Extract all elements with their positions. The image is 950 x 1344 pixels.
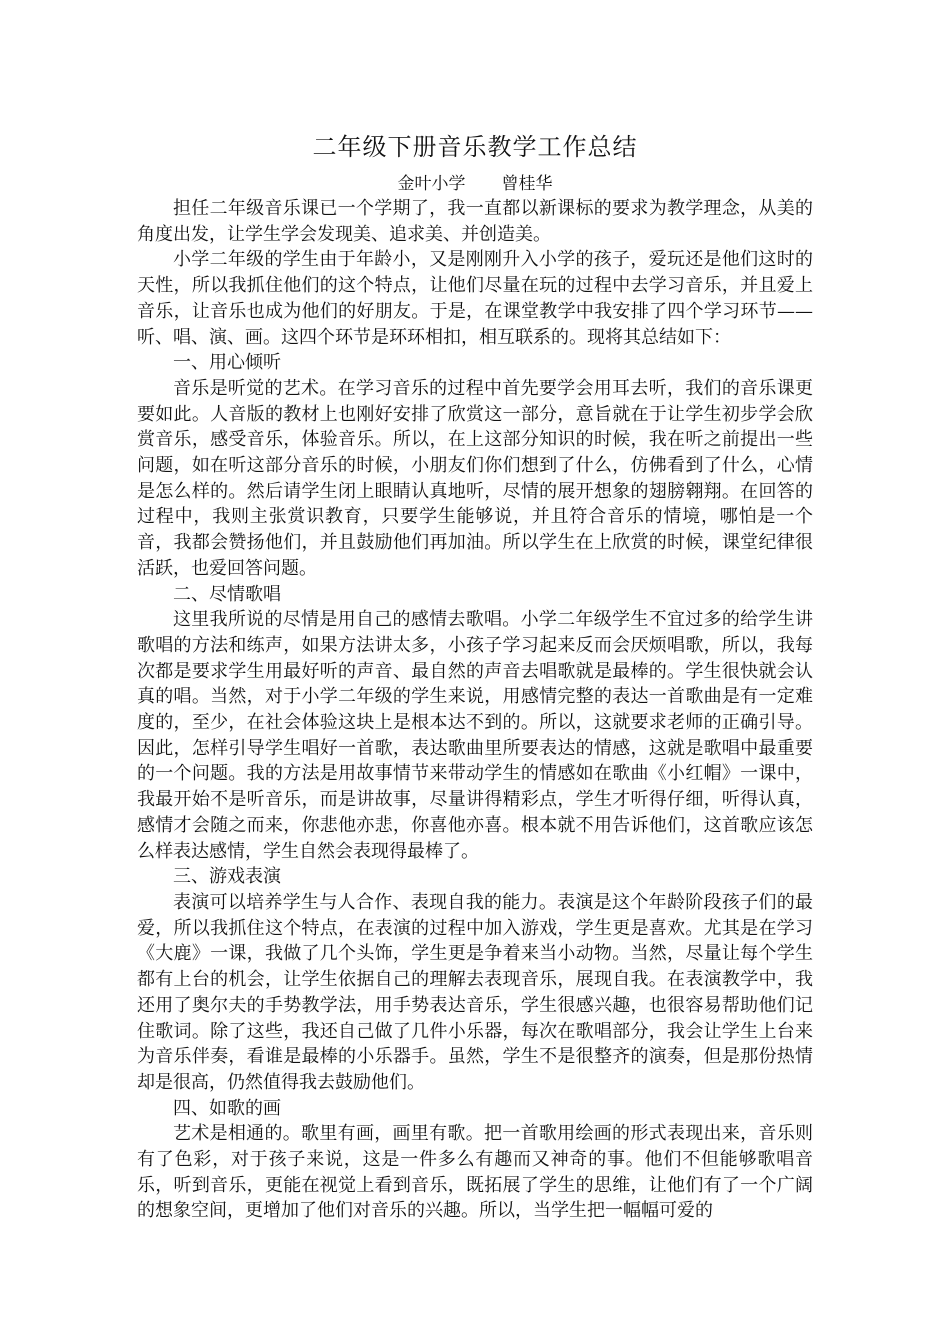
section-paragraph: 表演可以培养学生与人合作、表现自我的能力。表演是这个年龄阶段孩子们的最爱，所以我抓住这个特点，在表演的过程中加入游戏，学生更是喜欢。尤其是在学习《大鹿》一课，我做了几个头饰，学生更是争着来当小动物。当然，尽量让每个学生都有上台的机会，让学生依据自己的理解去表现音乐，展现自我。在表演教学中，我还用了奥尔夫的手势教学法，用手势表达音乐，学生很感兴趣，也很容易帮助他们记住歌词。除了这些，我还自己做了几件小乐器，每次在歌唱部分，我会让学生上台来为音乐伴奏，看谁是最棒的小乐器手。虽然，学生不是很整齐的演奏，但是那份热情却是很高，仍然值得我去鼓励他们。	[137, 891, 813, 1093]
intro-paragraph: 担任二年级音乐课已一个学期了，我一直都以新课标的要求为教学理念，从美的角度出发，让学生学会发现美、追求美、并创造美。	[137, 198, 813, 245]
school-name: 金叶小学	[397, 174, 466, 194]
section-heading: 一、用心倾听	[173, 352, 281, 374]
document-page	[137, 130, 813, 1224]
section-heading: 三、游戏表演	[173, 866, 281, 888]
byline	[137, 172, 813, 196]
section-heading: 二、尽情歌唱	[173, 583, 281, 605]
section-heading: 四、如歌的画	[173, 1097, 281, 1119]
author-name: 曾桂华	[501, 174, 553, 194]
intro-paragraph: 小学二年级的学生由于年龄小，又是刚刚升入小学的孩子，爱玩还是他们这时的天性，所以我抓住他们的这个特点，让他们尽量在玩的过程中去学习音乐，并且爱上音乐，让音乐也成为他们的好朋友。于是，在课堂教学中我安排了四个学习环节——听、唱、演、画。这四个环节是环环相扣，相互联系的。现将其总结如下：	[137, 249, 813, 348]
section-paragraph: 艺术是相通的。歌里有画，画里有歌。把一首歌用绘画的形式表现出来，音乐则有了色彩，对于孩子来说，这是一件多么有趣而又神奇的事。他们不但能够歌唱音乐，听到音乐，更能在视觉上看到音乐，既拓展了学生的思维，让他们有了一个广阔的想象空间，更增加了他们对音乐的兴趣。所以，当学生把一幅幅可爱的	[137, 1123, 813, 1222]
section-paragraph: 音乐是听觉的艺术。在学习音乐的过程中首先要学会用耳去听，我们的音乐课更要如此。人音版的教材上也刚好安排了欣赏这一部分，意旨就在于让学生初步学会欣赏音乐，感受音乐，体验音乐。所以，在上这部分知识的时候，我在听之前提出一些问题，如在听这部分音乐的时候，小朋友们你们想到了什么，仿佛看到了什么，心情是怎么样的。然后请学生闭上眼睛认真地听，尽情的展开想象的翅膀翱翔。在回答的过程中，我则主张赏识教育，只要学生能够说，并且符合音乐的情境，哪怕是一个音，我都会赞扬他们，并且鼓励他们再加油。所以学生在上欣赏的时候，课堂纪律很活跃，也爱回答问题。	[137, 377, 813, 579]
section-paragraph: 这里我所说的尽情是用自己的感情去歌唱。小学二年级学生不宜过多的给学生讲歌唱的方法和练声，如果方法讲太多，小孩子学习起来反而会厌烦唱歌，所以，我每次都是要求学生用最好听的声音、最自然的声音去唱歌就是最棒的。学生很快就会认真的唱。当然，对于小学二年级的学生来说，用感情完整的表达一首歌曲是有一定难度的，至少，在社会体验这块上是根本达不到的。所以，这就要求老师的正确引导。因此，怎样引导学生唱好一首歌，表达歌曲里所要表达的情感，这就是歌唱中最重要的一个问题。我的方法是用故事情节来带动学生的情感如在歌曲《小红帽》一课中，我最开始不是听音乐，而是讲故事，尽量讲得精彩点，学生才听得仔细，听得认真，感情才会随之而来，你悲他亦悲，你喜他亦喜。根本就不用告诉他们，这首歌应该怎么样表达感情，学生自然会表现得最棒了。	[137, 609, 813, 862]
document-title: 二年级下册音乐教学工作总结	[312, 133, 638, 161]
